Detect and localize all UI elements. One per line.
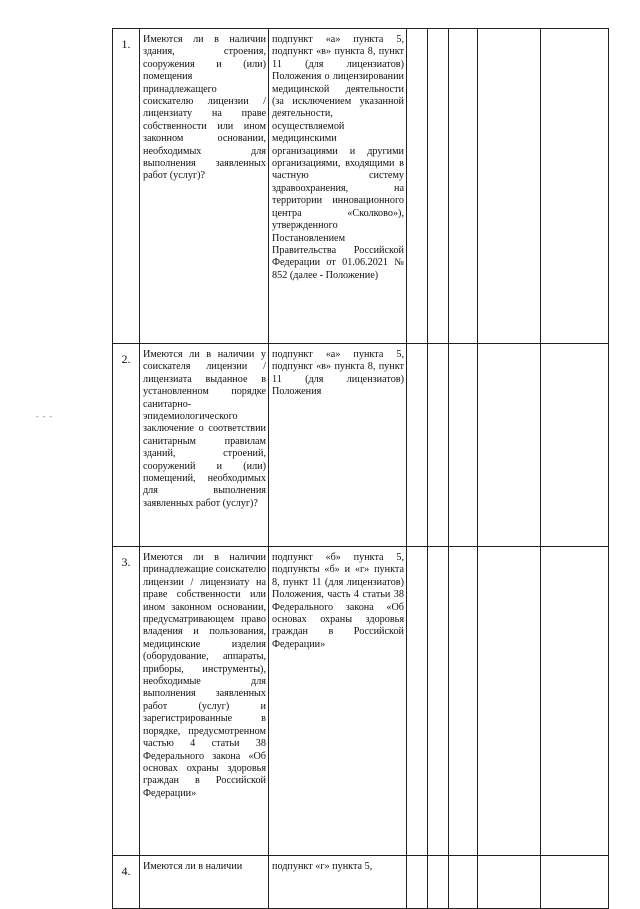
empty-cell <box>407 856 428 909</box>
row-number: 3. <box>113 547 140 856</box>
row-number: 2. <box>113 344 140 547</box>
empty-cell <box>449 547 478 856</box>
empty-cell <box>407 344 428 547</box>
reference-text: подпункт «а» пункта 5, подпункт «в» пункта 8, пункт 11 (для лицензиатов) Положения о лицензировании медицинской деятельности (за исключением указанной деятельности, осуществляемой медицинскими организациями и другими организациями, входящими в частную систему здравоохранения, на территории инновационного центра «Сколково»), утвержденного Постановлением Правительства Российской Федерации от 01.06.2021 № 852 (далее - Положение) <box>272 34 404 281</box>
reference-text: подпункт «б» пункта 5, подпункты «б» и «г» пункта 8, пункт 11 (для лицензиатов) Положения, часть 4 статьи 38 Федерального закона «Об основах охраны здоровья граждан в Российской Федерации» <box>272 552 404 650</box>
empty-cell <box>541 547 609 856</box>
empty-cell <box>428 856 449 909</box>
empty-cell <box>541 856 609 909</box>
empty-cell <box>428 547 449 856</box>
table-row <box>113 29 609 344</box>
empty-cell <box>428 344 449 547</box>
empty-cell <box>478 856 541 909</box>
empty-cell <box>449 29 478 344</box>
empty-cell <box>541 29 609 344</box>
empty-cell <box>449 344 478 547</box>
empty-cell <box>478 547 541 856</box>
checklist-table <box>112 28 609 909</box>
table-row <box>113 547 609 856</box>
question-text: Имеются ли в наличии здания, строения, сооружения и (или) помещения принадлежащего соискателю лицензии / лицензиату на праве собственности или ином законном основании, необходимых для выполнения заявленных работ (услуг)? <box>143 34 266 182</box>
empty-cell <box>541 344 609 547</box>
empty-cell <box>449 856 478 909</box>
side-mark: - - - <box>36 412 53 421</box>
row-number: 4. <box>113 856 140 909</box>
reference-text: подпункт «г» пункта 5, <box>272 861 373 872</box>
table-row <box>113 344 609 547</box>
reference-text: подпункт «а» пункта 5, подпункт «в» пункта 8, пункт 11 (для лицензиатов) Положения <box>272 349 404 398</box>
question-text: Имеются ли в наличии у соискателя лицензии / лицензиата выданное в установленном порядке санитарно-эпидемиологического заключение о соответствии санитарным правилам зданий, строений, сооружений и (или) помещений, необходимых для выполнения заявленных работ (услуг)? <box>143 349 266 509</box>
empty-cell <box>478 344 541 547</box>
row-number: 1. <box>113 29 140 344</box>
empty-cell <box>407 547 428 856</box>
empty-cell <box>478 29 541 344</box>
question-text: Имеются ли в наличии <box>143 861 243 872</box>
empty-cell <box>428 29 449 344</box>
table-row <box>113 856 609 909</box>
empty-cell <box>407 29 428 344</box>
question-text: Имеются ли в наличии принадлежащие соискателю лицензии / лицензиату на праве собственности или ином законном основании, предусматривающем право владения и пользования, медицинские изделия (оборудование, аппараты, приборы, инструменты), необходимые для выполнения заявленных работ (услуг) и зарегистрированные в порядке, предусмотренном частью 4 статьи 38 Федерального закона «Об основах охраны здоровья граждан в Российской Федерации» <box>143 552 266 799</box>
